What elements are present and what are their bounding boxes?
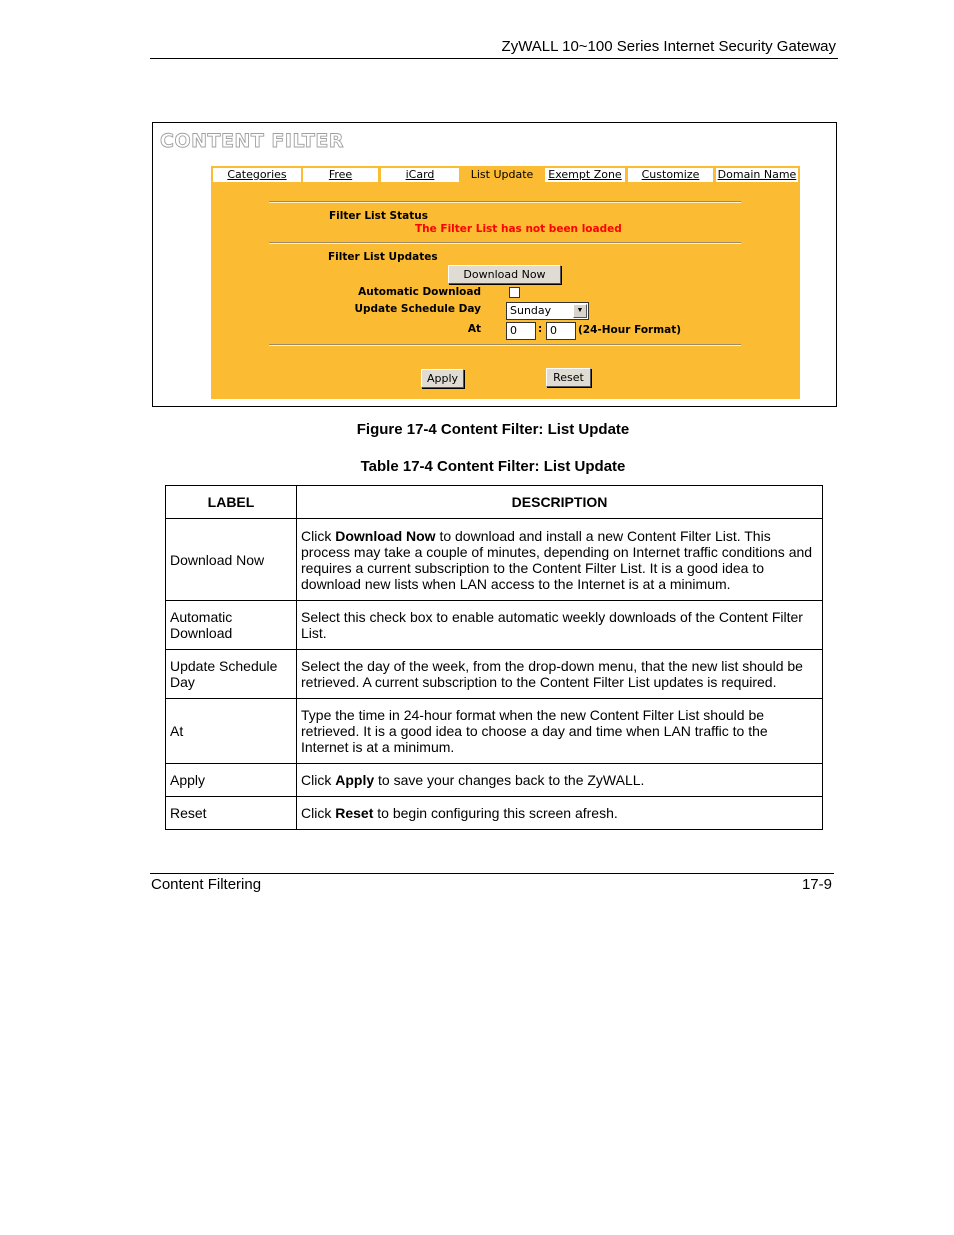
column-header-description: DESCRIPTION <box>297 486 823 519</box>
chevron-down-icon[interactable]: ▼ <box>573 304 587 318</box>
row-description: Click Download Now to download and install a new Content Filter List. This process may take a couple of minutes, depending on Internet traffic conditions and requires a current subscription to the Content Filter List. It is a good idea to download new lists when LAN access to the Internet is at a minimum. <box>297 519 823 601</box>
row-label: Automatic Download <box>166 601 297 650</box>
apply-button[interactable]: Apply <box>421 369 464 388</box>
tab-domain-name[interactable]: Domain Name <box>717 168 797 181</box>
divider <box>269 344 741 346</box>
screenshot-frame <box>152 122 837 407</box>
running-header <box>150 37 838 59</box>
minute-input[interactable] <box>546 322 576 340</box>
table-row <box>166 699 823 764</box>
figure-caption: Figure 17-4 Content Filter: List Update <box>356 421 630 438</box>
row-description: Select the day of the week, from the drop-down menu, that the new list should be retrieved. A current subscription to the Content Filter List updates is required. <box>297 650 823 699</box>
minute-value: 0 <box>550 324 557 337</box>
content-filter-panel <box>211 166 800 399</box>
document-title: ZyWALL 10~100 Series Internet Security Gateway <box>501 38 836 55</box>
table-row <box>166 797 823 830</box>
tab-bar <box>211 166 800 184</box>
divider <box>269 242 741 244</box>
table-row <box>166 601 823 650</box>
description-table <box>165 485 823 830</box>
table-row <box>166 650 823 699</box>
row-description: Type the time in 24-hour format when the new Content Filter List should be retrieved. It is a good idea to choose a day and time when LAN traffic to the Internet is at a minimum. <box>297 699 823 764</box>
row-label: Update Schedule Day <box>166 650 297 699</box>
at-label: At <box>467 323 481 335</box>
row-label: Apply <box>166 764 297 797</box>
row-description: Select this check box to enable automatic weekly downloads of the Content Filter List. <box>297 601 823 650</box>
table-row <box>166 764 823 797</box>
divider <box>269 201 741 203</box>
hour-input[interactable] <box>506 322 536 340</box>
reset-button[interactable]: Reset <box>546 368 591 387</box>
row-label: Reset <box>166 797 297 830</box>
row-description: Click Apply to save your changes back to the ZyWALL. <box>297 764 823 797</box>
update-schedule-day-label: Update Schedule Day <box>354 303 481 315</box>
column-header-label: LABEL <box>166 486 297 519</box>
tab-icard[interactable]: iCard <box>381 168 459 182</box>
hour-value: 0 <box>510 324 517 337</box>
automatic-download-label: Automatic Download <box>358 286 481 298</box>
table-row <box>166 519 823 601</box>
tab-customize[interactable]: Customize <box>628 168 713 182</box>
screen-title: CONTENT FILTER <box>160 130 344 152</box>
filter-list-updates-heading: Filter List Updates <box>328 251 438 263</box>
filter-list-status-message: The Filter List has not been loaded <box>415 223 622 235</box>
download-now-button[interactable]: Download Now <box>448 265 561 284</box>
row-description: Click Reset to begin configuring this screen afresh. <box>297 797 823 830</box>
tab-categories[interactable]: Categories <box>213 168 301 182</box>
tab-list-update[interactable]: List Update <box>470 168 534 181</box>
row-label: At <box>166 699 297 764</box>
format-hint: (24-Hour Format) <box>578 324 682 336</box>
running-footer <box>150 873 834 896</box>
table-caption: Table 17-4 Content Filter: List Update <box>360 458 626 475</box>
filter-list-status-heading: Filter List Status <box>329 210 428 222</box>
page-number: 17-9 <box>801 876 832 893</box>
tab-free[interactable]: Free <box>303 168 378 182</box>
table-header-row <box>166 486 823 519</box>
time-separator: : <box>538 323 543 335</box>
automatic-download-checkbox[interactable] <box>509 287 520 298</box>
row-label: Download Now <box>166 519 297 601</box>
schedule-day-value: Sunday <box>510 304 552 317</box>
schedule-day-select[interactable] <box>506 302 589 320</box>
section-name: Content Filtering <box>151 876 262 893</box>
tab-exempt-zone[interactable]: Exempt Zone <box>545 168 625 182</box>
